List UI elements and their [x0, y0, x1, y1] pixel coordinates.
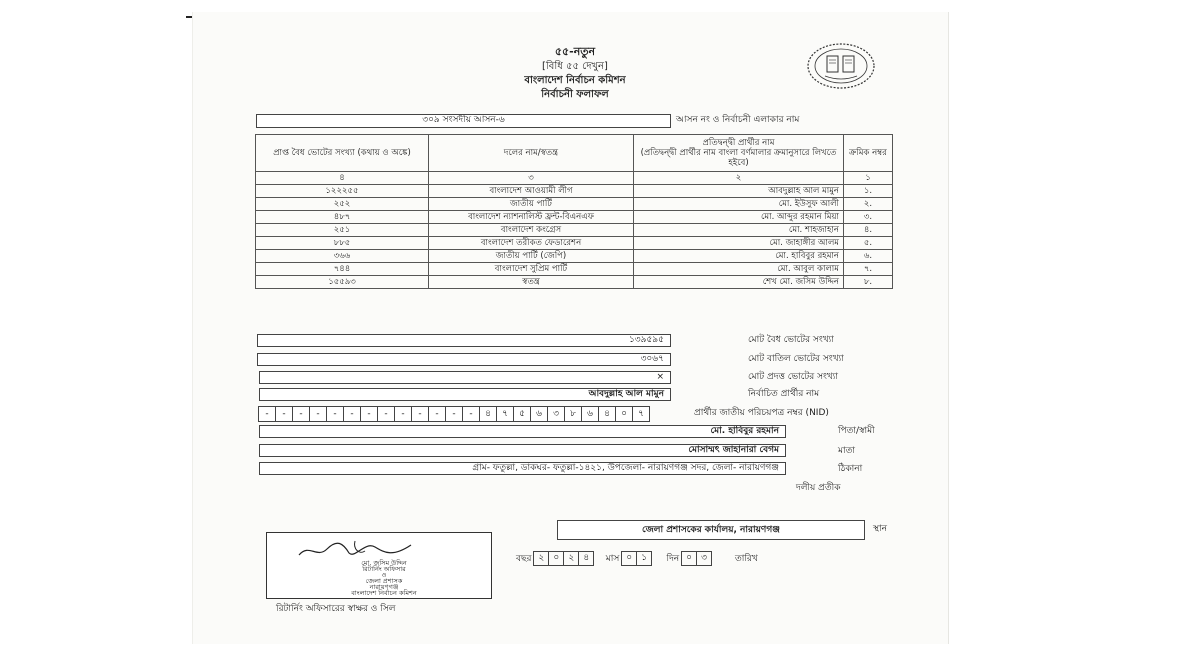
serial-cell: ৬. — [844, 250, 893, 263]
day-label: দিন — [666, 554, 680, 564]
index-cell: ১ — [844, 172, 893, 185]
stamp-line: রিটার্নিং অফিসার — [362, 565, 406, 573]
rule-reference: [বিধি ৫৫ দেখুন] — [542, 61, 608, 72]
votes-cell: ১২২২৫৫ — [256, 185, 429, 198]
nid-label: প্রার্থীর জাতীয় পরিচয়পত্র নম্বর (NID) — [694, 408, 829, 418]
serial-cell: ৩. — [844, 211, 893, 224]
day-digit-cell: ০ — [681, 551, 697, 566]
total-valid-votes-value: ১৩৯৫৯৫ — [257, 334, 671, 347]
table-row — [256, 276, 893, 289]
party-cell: জাতীয় পার্টি (জেপি) — [429, 250, 634, 263]
serial-cell: ৫. — [844, 237, 893, 250]
nid-digit-cell: ৮ — [564, 406, 582, 422]
candidate-cell: মো. আব্দুর রহমান মিয়া — [634, 211, 844, 224]
year-digit-cell: ৪ — [578, 551, 594, 566]
nid-digit-cell: ০ — [615, 406, 633, 422]
father-label: পিতা/স্বামী — [838, 426, 875, 436]
form-number: ৫৫-নতুন — [554, 45, 596, 58]
party-cell: জাতীয় পার্টি — [429, 198, 634, 211]
votes-cell: ২৫২ — [256, 198, 429, 211]
nid-digit-cell: - — [343, 406, 361, 422]
candidate-cell: মো. আবুল কালাম — [634, 263, 844, 276]
party-cell: বাংলাদেশ তরীকত ফেডারেশন — [429, 237, 634, 250]
year-digit-cell: ২ — [533, 551, 549, 566]
column-index-row — [256, 172, 893, 185]
place-label: স্থান — [873, 524, 887, 534]
party-cell: বাংলাদেশ ন্যাশনালিস্ট ফ্রন্ট-বিএনএফ — [429, 211, 634, 224]
candidate-cell: মো. জাহাঙ্গীর আলম — [634, 237, 844, 250]
nid-digit-cell: ৪ — [479, 406, 497, 422]
table-header-row — [256, 135, 893, 172]
date-label: তারিখ — [734, 554, 758, 564]
candidate-cell: মো. ইউসুফ আলী — [634, 198, 844, 211]
stamp-line: বাংলাদেশ নির্বাচন কমিশন — [351, 589, 417, 597]
table-row — [256, 237, 893, 250]
nid-digit-cell: ৫ — [513, 406, 531, 422]
nid-digit-cell: ৭ — [496, 406, 514, 422]
votes-cell: ২৫১ — [256, 224, 429, 237]
table-row — [256, 250, 893, 263]
votes-cell: ৩৬৬ — [256, 250, 429, 263]
candidate-column-header: প্রতিদ্বন্দ্বী প্রার্থীর নাম (প্রতিদ্বন্দ্বী প্রার্থীর নাম বাংলা বর্ণমালার ক্রমানুসারে লিখতে হইবে) — [634, 135, 844, 172]
serial-cell: ৭. — [844, 263, 893, 276]
serial-cell: ৮. — [844, 276, 893, 289]
stamp-line: নারায়ণগঞ্জ — [369, 583, 399, 591]
year-cells — [534, 554, 594, 564]
address-label: ঠিকানা — [838, 464, 863, 474]
nid-digit-cell: - — [445, 406, 463, 422]
serial-column-header: ক্রমিক নম্বর — [844, 135, 893, 172]
table-row — [256, 224, 893, 237]
signature-icon — [295, 539, 415, 561]
candidate-cell: মো. হাবিবুর রহমান — [634, 250, 844, 263]
nid-digit-cell: - — [309, 406, 327, 422]
nid-digit-cell: - — [292, 406, 310, 422]
office-name: বাংলাদেশ নির্বাচন কমিশন — [524, 75, 626, 86]
nid-digit-cell: - — [275, 406, 293, 422]
stamp-line: ও — [381, 571, 387, 579]
candidate-cell: মো. শাহজাহান — [634, 224, 844, 237]
year-digit-cell: ২ — [563, 551, 579, 566]
serial-cell: ২. — [844, 198, 893, 211]
month-digit-cell: ০ — [621, 551, 637, 566]
form-title: নির্বাচনী ফলাফল — [541, 89, 609, 100]
nid-digit-cell: ৪ — [598, 406, 616, 422]
votes-cell: ১৫৫৯৩ — [256, 276, 429, 289]
nid-digit-cell: - — [428, 406, 446, 422]
total-rejected-votes-value: ৩০৬৭ — [257, 353, 671, 366]
table-row — [256, 263, 893, 276]
party-column-header: দলের নাম/স্বতন্ত্র — [429, 135, 634, 172]
candidate-cell: শেখ মো. জসিম উদ্দিন — [634, 276, 844, 289]
nid-digit-cell: ৭ — [632, 406, 650, 422]
index-cell: ২ — [634, 172, 844, 185]
votes-cell: ৭৪৪ — [256, 263, 429, 276]
results-table — [255, 134, 893, 289]
official-stamp — [266, 532, 492, 599]
nid-digit-cell: ৩ — [547, 406, 565, 422]
table-row — [256, 211, 893, 224]
elected-candidate-value: আবদুল্লাহ আল মামুন — [259, 388, 671, 401]
nid-digit-cell: - — [258, 406, 276, 422]
serial-cell: ৪. — [844, 224, 893, 237]
total-cast-votes-value: × — [259, 371, 671, 384]
table-row — [256, 198, 893, 211]
elected-candidate-label: নির্বাচিত প্রার্থীর নাম — [748, 389, 820, 399]
year-label: বছর — [516, 554, 532, 564]
constituency-value: ৩০৯ সংসদীয় আসন-৬ — [256, 114, 671, 128]
nid-digit-cell: - — [462, 406, 480, 422]
votes-cell: ৮৮৫ — [256, 237, 429, 250]
government-seal-icon — [805, 42, 877, 90]
date-row — [516, 551, 758, 566]
serial-cell: ১. — [844, 185, 893, 198]
total-valid-votes-label: মোট বৈধ ভোটের সংখ্যা — [748, 335, 834, 345]
address-value: গ্রাম- ফতুল্লা, ডাকঘর- ফতুল্লা-১৪২১, উপজেলা- নারায়ণগঞ্জ সদর, জেলা- নারায়ণগঞ্জ — [259, 462, 786, 475]
nid-digit-cell: - — [411, 406, 429, 422]
nid-digit-cell: - — [394, 406, 412, 422]
votes-cell: ৪৮৭ — [256, 211, 429, 224]
month-digit-cell: ১ — [636, 551, 652, 566]
party-cell: বাংলাদেশ সুপ্রিম পার্টি — [429, 263, 634, 276]
year-digit-cell: ০ — [548, 551, 564, 566]
day-digit-cell: ৩ — [696, 551, 712, 566]
index-cell: ৪ — [256, 172, 429, 185]
mother-value: মোসাম্মৎ জাহানারা বেগম — [259, 444, 786, 457]
votes-column-header: প্রাপ্ত বৈধ ভোটের সংখ্যা (কথায় ও অঙ্কে) — [256, 135, 429, 172]
mother-label: মাতা — [838, 446, 855, 456]
party-cell: স্বতন্ত্র — [429, 276, 634, 289]
nid-digit-cell: ৬ — [581, 406, 599, 422]
father-value: মো. হাবিবুর রহমান — [259, 425, 786, 438]
index-cell: ৩ — [429, 172, 634, 185]
month-cells — [622, 554, 652, 564]
nid-digit-cell: - — [326, 406, 344, 422]
place-value: জেলা প্রশাসকের কার্যালয়, নারায়ণগঞ্জ — [557, 520, 865, 540]
party-cell: বাংলাদেশ কংগ্রেস — [429, 224, 634, 237]
nid-cells — [259, 406, 650, 420]
nid-digit-cell: ৬ — [530, 406, 548, 422]
nid-digit-cell: - — [360, 406, 378, 422]
candidate-cell: আবদুল্লাহ আল মামুন — [634, 185, 844, 198]
table-row — [256, 185, 893, 198]
month-label: মাস — [605, 554, 620, 564]
stamp-line: জেলা প্রশাসক — [365, 577, 403, 585]
party-cell: বাংলাদেশ আওয়ামী লীগ — [429, 185, 634, 198]
party-symbol-label: দলীয় প্রতীক — [796, 483, 841, 493]
day-cells — [682, 554, 712, 564]
total-cast-votes-label: মোট প্রদত্ত ভোটের সংখ্যা — [748, 372, 839, 382]
signer-label: রিটার্নিং অফিসারের স্বাক্ষর ও সিল — [276, 604, 396, 614]
nid-digit-cell: - — [377, 406, 395, 422]
stamp-line: মো. জসিম উদ্দিন — [361, 559, 407, 567]
constituency-label: আসন নং ও নির্বাচনী এলাকার নাম — [676, 115, 800, 125]
total-rejected-votes-label: মোট বাতিল ভোটের সংখ্যা — [748, 354, 844, 364]
